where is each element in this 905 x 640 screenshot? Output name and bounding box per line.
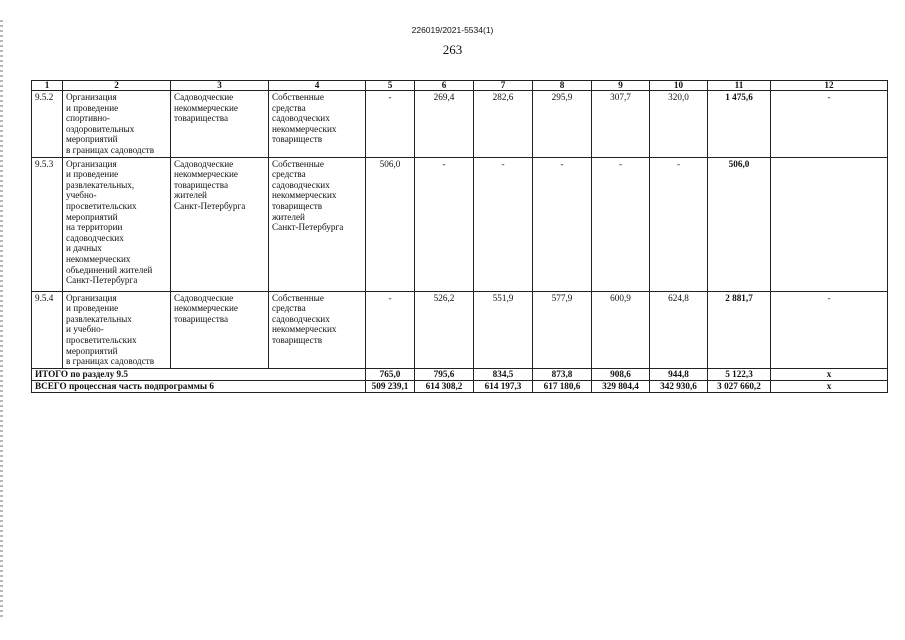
row-value-9: 307,7 bbox=[592, 91, 650, 158]
row-value-7: - bbox=[474, 157, 533, 291]
row-value-5: 506,0 bbox=[366, 157, 415, 291]
row-value-10: - bbox=[650, 157, 708, 291]
col-header-8: 8 bbox=[533, 81, 592, 91]
total-value-8: 873,8 bbox=[533, 368, 592, 380]
table-row bbox=[32, 157, 888, 291]
row-value-9: - bbox=[592, 157, 650, 291]
row-value-11: 2 881,7 bbox=[708, 291, 771, 368]
row-value-6: 269,4 bbox=[415, 91, 474, 158]
row-activity: Организация и проведение спортивно- оздоровительных мероприятий в границах садоводств bbox=[63, 91, 171, 158]
col-header-2: 2 bbox=[63, 81, 171, 91]
row-value-11: 1 475,6 bbox=[708, 91, 771, 158]
grand-total-value-9: 329 804,4 bbox=[592, 380, 650, 392]
row-value-6: - bbox=[415, 157, 474, 291]
budget-table bbox=[31, 80, 888, 393]
row-executor: Садоводческие некоммерческие товарищества bbox=[171, 291, 269, 368]
page-number: 263 bbox=[442, 42, 463, 57]
row-value-8: - bbox=[533, 157, 592, 291]
row-activity: Организация и проведение развлекательных, учебно- просветительских мероприятий на территории садоводческих и дачных некоммерческих объединений жителей Санкт-Петербурга bbox=[63, 157, 171, 291]
row-value-9: 600,9 bbox=[592, 291, 650, 368]
total-value-11: 5 122,3 bbox=[708, 368, 771, 380]
col-header-6: 6 bbox=[415, 81, 474, 91]
row-value-7: 551,9 bbox=[474, 291, 533, 368]
row-value-5: - bbox=[366, 291, 415, 368]
total-value-5: 765,0 bbox=[366, 368, 415, 380]
section-total-row bbox=[32, 368, 888, 380]
row-value-7: 282,6 bbox=[474, 91, 533, 158]
row-value-12: - bbox=[771, 91, 888, 158]
row-code: 9.5.4 bbox=[32, 291, 63, 368]
row-value-10: 624,8 bbox=[650, 291, 708, 368]
row-value-11: 506,0 bbox=[708, 157, 771, 291]
grand-total-value-6: 614 308,2 bbox=[415, 380, 474, 392]
row-code: 9.5.3 bbox=[32, 157, 63, 291]
col-header-7: 7 bbox=[474, 81, 533, 91]
total-value-10: 944,8 bbox=[650, 368, 708, 380]
row-value-6: 526,2 bbox=[415, 291, 474, 368]
header-row bbox=[32, 81, 888, 91]
total-value-6: 795,6 bbox=[415, 368, 474, 380]
col-header-12: 12 bbox=[771, 81, 888, 91]
row-source: Собственные средства садоводческих некоммерческих товариществ bbox=[269, 291, 366, 368]
row-value-5: - bbox=[366, 91, 415, 158]
grand-total-value-7: 614 197,3 bbox=[474, 380, 533, 392]
col-header-11: 11 bbox=[708, 81, 771, 91]
row-source: Собственные средства садоводческих некоммерческих товариществ bbox=[269, 91, 366, 158]
col-header-1: 1 bbox=[32, 81, 63, 91]
col-header-10: 10 bbox=[650, 81, 708, 91]
row-executor: Садоводческие некоммерческие товарищества жителей Санкт-Петербурга bbox=[171, 157, 269, 291]
scan-edge bbox=[0, 20, 3, 620]
grand-total-value-12: х bbox=[771, 380, 888, 392]
row-value-12 bbox=[771, 157, 888, 291]
row-value-8: 295,9 bbox=[533, 91, 592, 158]
row-value-12: - bbox=[771, 291, 888, 368]
grand-total-value-5: 509 239,1 bbox=[366, 380, 415, 392]
col-header-4: 4 bbox=[269, 81, 366, 91]
row-value-10: 320,0 bbox=[650, 91, 708, 158]
total-value-9: 908,6 bbox=[592, 368, 650, 380]
table-row bbox=[32, 91, 888, 158]
col-header-3: 3 bbox=[171, 81, 269, 91]
grand-total-label: ВСЕГО процессная часть подпрограммы 6 bbox=[32, 380, 366, 392]
grand-total-value-8: 617 180,6 bbox=[533, 380, 592, 392]
col-header-9: 9 bbox=[592, 81, 650, 91]
document-id: 226019/2021-5534(1) bbox=[411, 25, 494, 35]
grand-total-row bbox=[32, 380, 888, 392]
section-total-label: ИТОГО по разделу 9.5 bbox=[32, 368, 366, 380]
grand-total-value-11: 3 027 660,2 bbox=[708, 380, 771, 392]
total-value-12: х bbox=[771, 368, 888, 380]
grand-total-value-10: 342 930,6 bbox=[650, 380, 708, 392]
row-value-8: 577,9 bbox=[533, 291, 592, 368]
total-value-7: 834,5 bbox=[474, 368, 533, 380]
row-activity: Организация и проведение развлекательных и учебно- просветительских мероприятий в границах садоводств bbox=[63, 291, 171, 368]
table-row bbox=[32, 291, 888, 368]
row-code: 9.5.2 bbox=[32, 91, 63, 158]
col-header-5: 5 bbox=[366, 81, 415, 91]
row-source: Собственные средства садоводческих некоммерческих товариществ жителей Санкт-Петербурга bbox=[269, 157, 366, 291]
row-executor: Садоводческие некоммерческие товарищества bbox=[171, 91, 269, 158]
